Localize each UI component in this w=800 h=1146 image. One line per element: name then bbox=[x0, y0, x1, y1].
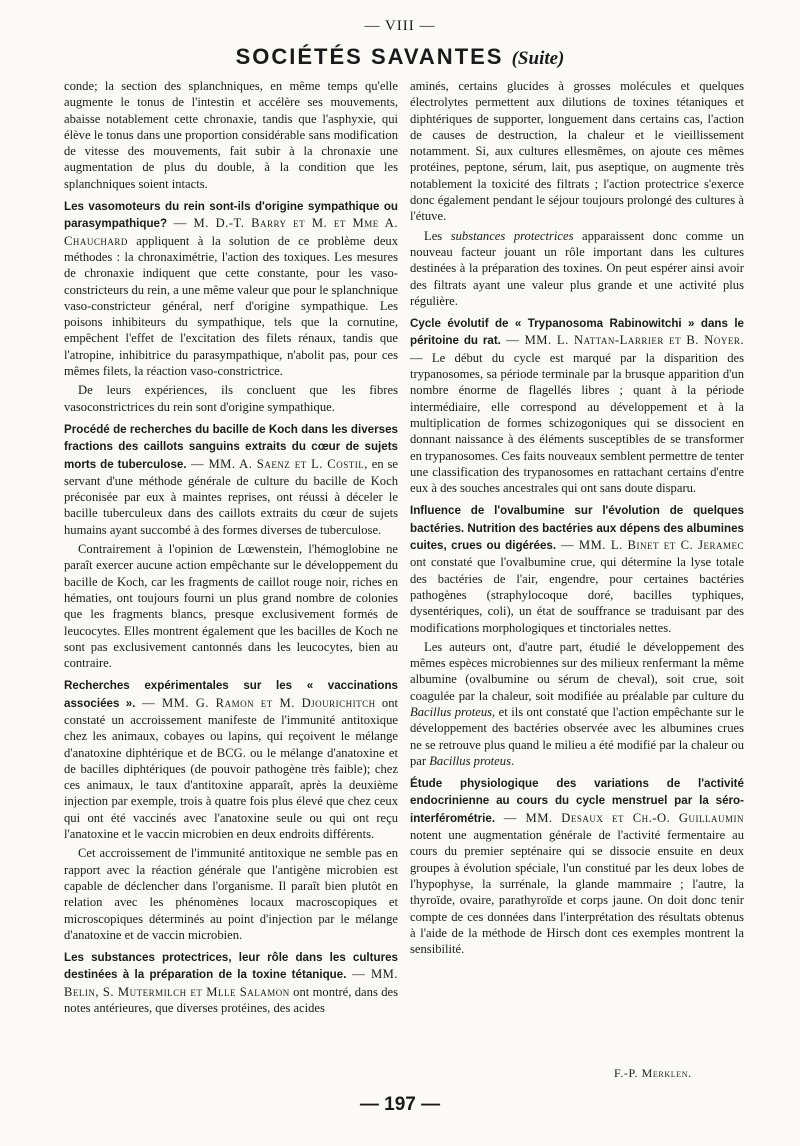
section-body: notent une augmentation générale de l'activité fermentaire au cours du premier septénaire qui se dissocie ensuite en deux groupes à évolution spéciale, l'un constitué par les deux lobes de l'hypophyse, la surrénale, la glande mammaire ; l'autre, la thyroïde, ovaire, parathyroïde et corps jaune. On doit donc tenir compte de ces données dans l'interprétation des résultats obtenus à l'aide de la méthode de Hirsch dont ces exemples montrent la sensibilité. bbox=[410, 828, 744, 957]
section-koch bbox=[64, 421, 398, 538]
section-trypanosoma bbox=[410, 315, 744, 496]
text-run: . bbox=[510, 753, 515, 768]
paragraph: Cet accroissement de l'immunité antitoxique ne semble pas en rapport avec la réaction générale que l'antigène microbien est capable de déclencher dans l'organisme. Il paraît bien plutôt en relation avec les phénomènes locaux macroscopiques et microscopiques déterminés au point d'injection par le mélange d'anatoxine et de vaccin microbien. bbox=[64, 846, 398, 942]
text-run: , et ils ont constaté que l'action empêchante sur le développement des bactéries observée avec les albumines crues ne se retrouve plus quand le milieu a été modifié par la chaleur ou par bbox=[410, 704, 744, 768]
section-body: — Le début du cycle est marqué par la disparition des trypanosomes, sa période terminale par la brusque apparition d'un nombre énorme de flagellés libres ; quant à la période intermédiaire, elle correspond au développement et à la multiplication de formes schizogoniques qui se dissocient en donnant naissance à des éléments susceptibles de se transformer en trypanosomes. Ces faits nouveaux semblent permettre de tenter une classification des trypanosomes en rattachant certains d'entre eux à des souches ancestrales qui ont sans doute disparu. bbox=[410, 350, 744, 496]
title-suite: (Suite) bbox=[511, 48, 565, 69]
section-heading: Étude physiologique des variations de l'activité endocrinienne au cours du cycle menstruel par la séro-interférométrie. bbox=[410, 777, 744, 825]
left-column bbox=[64, 78, 398, 1019]
page-roman-numeral: — VIII — bbox=[364, 18, 436, 34]
section-body: en se servant d'une méthode générale de culture du bacille de Koch préconisée par eux à maintes reprises, ont réussi à déceler le bacille tuberculeux dans des caillots extraits du cœur de sujets humains ayant succombé à des formes diverses de tuberculose. bbox=[64, 456, 398, 537]
emphasis: Bacillus proteus bbox=[410, 704, 493, 719]
paragraph bbox=[410, 228, 744, 309]
section-authors: — MM. Belin, S. Mutermilch et Mlle Salamon bbox=[64, 967, 398, 999]
section-substances bbox=[64, 949, 398, 1016]
section-heading: Cycle évolutif de « Trypanosoma Rabinowitchi » dans le péritoine du rat. bbox=[410, 317, 744, 348]
section-body: ont constaté un accroissement manifeste de l'immunité antitoxique chez les animaux, cobayes ou lapins, qui reçoivent le mélange d'anatoxine diphtérique et de BCG. ou le mélange d'anatoxine et de bacilles diphtériques (de pouvoir pathogène très faible); chez ces animaux, le taux d'antitoxine apparaît, après la deuxième injection par exemple, trois à quatre fois plus élevé que chez ceux qui ont été vaccinés avec l'anatoxine seule ou qui ont reçu l'anatoxine et le vaccin microbien en deux endroits différents. bbox=[64, 695, 398, 842]
section-endocrinienne bbox=[410, 775, 744, 957]
section-authors: — MM. L. Binet et C. Jeramec bbox=[556, 538, 744, 553]
section-body: ont constaté que l'ovalbumine crue, qui détermine la lyse totale des bactéries de l'air, engendre, pour certaines bactéries pathogènes (straphylocoque doré, bacilles typhiques, dysentériques, coli), un état de souffrance se traduisant par des modifications morphologiques et tinctoriales nettes. bbox=[410, 555, 744, 635]
section-vaccinations bbox=[64, 677, 398, 842]
page-number: — 197 — bbox=[359, 1094, 441, 1115]
paragraph: conde; la section des splanchniques, en même temps qu'elle augmente le tonus de l'intestin et accélère ses mouvements, abaisse notablement cette chronaxie, tandis que l'asphyxie, qui élève le tonus dans une proportion considérable sans modification de vitesse des mouvements, fait subir à la chronaxie une augmentation de plus du double, à la condition que les splanchniques soient intacts. bbox=[64, 79, 398, 191]
section-ovalbumine bbox=[410, 502, 744, 635]
emphasis: substances protectrices bbox=[450, 228, 574, 243]
text-run: apparaissent donc comme un nouveau facteur jouant un rôle important dans les cultures destinées à la préparation des toxines. On peut espérer ainsi avoir des filtrats ayant une valeur plus grande et une activité plus régulière. bbox=[410, 228, 744, 308]
section-authors: — MM. G. Ramon et M. Djourichitch bbox=[135, 695, 376, 710]
author-signature bbox=[614, 1066, 692, 1081]
paragraph bbox=[410, 639, 744, 769]
paragraph: aminés, certains glucides à grosses molécules et quelques électrolytes permettent aux dilutions de toxines tétaniques et diphtériques de supporter, longuement dans certains cas, l'action de causes de destruction, la chaleur et le vieillissement notamment. Si, aux cultures ellesmêmes, on ajoute ces mêmes protéines, peptone, sérum, lait, pus aseptique, on augmente très notablement la toxicité des filtrats ; l'action protectrice s'exerce donc également pendant le séjour toujours prolongé des cultures à l'étuve. bbox=[410, 79, 744, 224]
text-run: Les auteurs ont, d'autre part, étudié le développement des mêmes espèces microbiennes sur des milieux renfermant la même albumine (ovalbumine ou sérum de cheval), soit crue, soit coagulée par la chaleur, soit modifiée au préalable par culture du bbox=[410, 639, 744, 703]
paragraph: Contrairement à l'opinion de Lœwenstein, l'hémoglobine ne paraît exercer aucune action empêchante sur le développement du bacille de Koch, car les fragments de caillot rouge noir, riches en hématies, ont toujours fourni un plus grand nombre de colonies que les fragments blancs, presque exclusivement formés de leucocytes. Elles montrent également que les bacilles de Koch ne sont pas exclusivement cantonnés dans les leucocytes, bien au contraire. bbox=[64, 542, 398, 671]
text-run: Les bbox=[424, 228, 451, 243]
section-heading: Procédé de recherches du bacille de Koch dans les diverses fractions des caillots sanguins extraits du cœur de sujets morts de tuberculose. bbox=[64, 422, 398, 471]
section-heading: Les vasomoteurs du rein sont-ils d'origine sympathique ou parasympathique? bbox=[64, 200, 398, 231]
signature-text: F.-P. Merklen. bbox=[614, 1066, 692, 1080]
emphasis: Bacillus proteus bbox=[429, 753, 511, 768]
section-heading: Les substances protectrices, leur rôle dans les cultures destinées à la préparation de la toxine tétanique. bbox=[64, 951, 398, 982]
section-heading: Recherches expérimentales sur les « vaccinations associées ». bbox=[64, 679, 398, 710]
section-body: appliquent à la solution de ce problème deux méthodes : la chronaximétrie, l'action des toxiques. Les mesures de chronaxie indiquent que cette constante, pour les vaso-constricteurs du rein, a une même valeur que pour le splanchnique vaso-constricteur général, nerf d'origine sympathique. Les poisons inhibiteurs du sympathique, tels que la cornutine, empêchent l'effet de l'excitation des filets rénaux, tandis que l'atropine, inhibitrice du parasympathique, n'abolit pas, pour ces mêmes filets, la réaction vaso-constrictrice. bbox=[64, 233, 398, 379]
page-title bbox=[0, 44, 800, 70]
section-heading: Influence de l'ovalbumine sur l'évolution de quelques bactéries. Nutrition des bactéries aux dépens des albumines cuites, crues ou digérées. bbox=[410, 504, 744, 553]
section-authors: — MM. Desaux et Ch.-O. Guillaumin bbox=[495, 810, 744, 825]
section-vasomoteurs bbox=[64, 198, 398, 379]
title-main: SOCIÉTÉS SAVANTES bbox=[235, 44, 504, 69]
section-body: ont montré, dans des notes antérieures, que diverses protéines, des acides bbox=[64, 984, 398, 1016]
right-column bbox=[410, 78, 744, 960]
section-authors: — M. D.-T. Barry et M. et Mme A. Chauchard bbox=[64, 216, 398, 248]
section-authors: — MM. L. Nattan-Larrier et B. Noyer. bbox=[500, 333, 744, 348]
paragraph: De leurs expériences, ils concluent que les fibres vasoconstrictrices du rein sont d'origine sympathique. bbox=[64, 383, 398, 414]
section-authors: — MM. A. Saenz et L. Costil, bbox=[186, 456, 368, 471]
